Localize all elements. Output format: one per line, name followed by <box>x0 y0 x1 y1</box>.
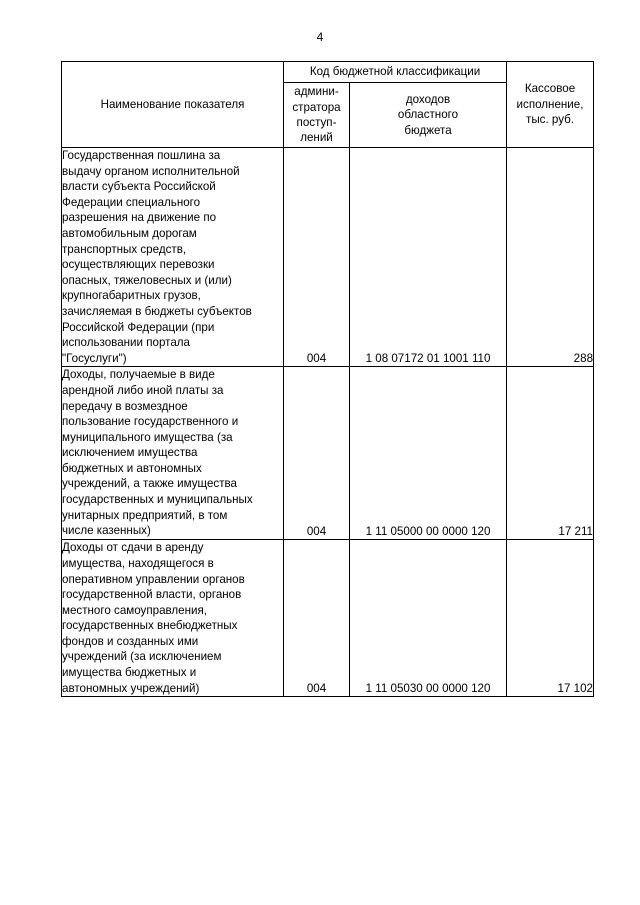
budget-table <box>61 61 594 697</box>
header-amount: Кассовое исполнение, тыс. руб. <box>507 62 594 148</box>
row-administrator: 004 <box>284 540 350 697</box>
row-amount: 288 <box>507 148 594 367</box>
row-name: Доходы от сдачи в аренду имущества, находящегося в оперативном управлении органов государственной власти, органов местного самоуправления, государственных внебюджетных фондов и созданных ими учреждений (за исключением имущества бюджетных и автономных учреждений) <box>62 540 284 697</box>
row-name: Государственная пошлина за выдачу органом исполнительной власти субъекта Российской Федерации специального разрешения на движение по автомобильным дорогам транспортных средств, осуществляющих перевозки опасных, тяжеловесных и (или) крупногабаритных грузов, зачисляемая в бюджеты субъектов Российской Федерации (при использовании портала "Госуслуги") <box>62 148 284 367</box>
header-row-top <box>62 62 594 83</box>
header-code-group: Код бюджетной классификации <box>284 62 507 83</box>
row-income-code: 1 08 07172 01 1001 110 <box>350 148 507 367</box>
row-administrator: 004 <box>284 367 350 540</box>
row-amount: 17 211 <box>507 367 594 540</box>
header-name: Наименование показателя <box>62 62 284 148</box>
header-income: доходов областного бюджета <box>350 83 507 148</box>
row-income-code: 1 11 05030 00 0000 120 <box>350 540 507 697</box>
row-name: Доходы, получаемые в виде арендной либо иной платы за передачу в возмездное пользование государственного и муниципального имущества (за исключением имущества бюджетных и автономных учреждений, а также имущества государственных и муниципальных унитарных предприятий, в том числе казенных) <box>62 367 284 540</box>
table-row <box>62 367 594 540</box>
table-row <box>62 540 594 697</box>
row-administrator: 004 <box>284 148 350 367</box>
table-row <box>62 148 594 367</box>
header-administrator: админи- стратора поступ- лений <box>284 83 350 148</box>
row-amount: 17 102 <box>507 540 594 697</box>
page-number: 4 <box>316 30 324 44</box>
row-income-code: 1 11 05000 00 0000 120 <box>350 367 507 540</box>
